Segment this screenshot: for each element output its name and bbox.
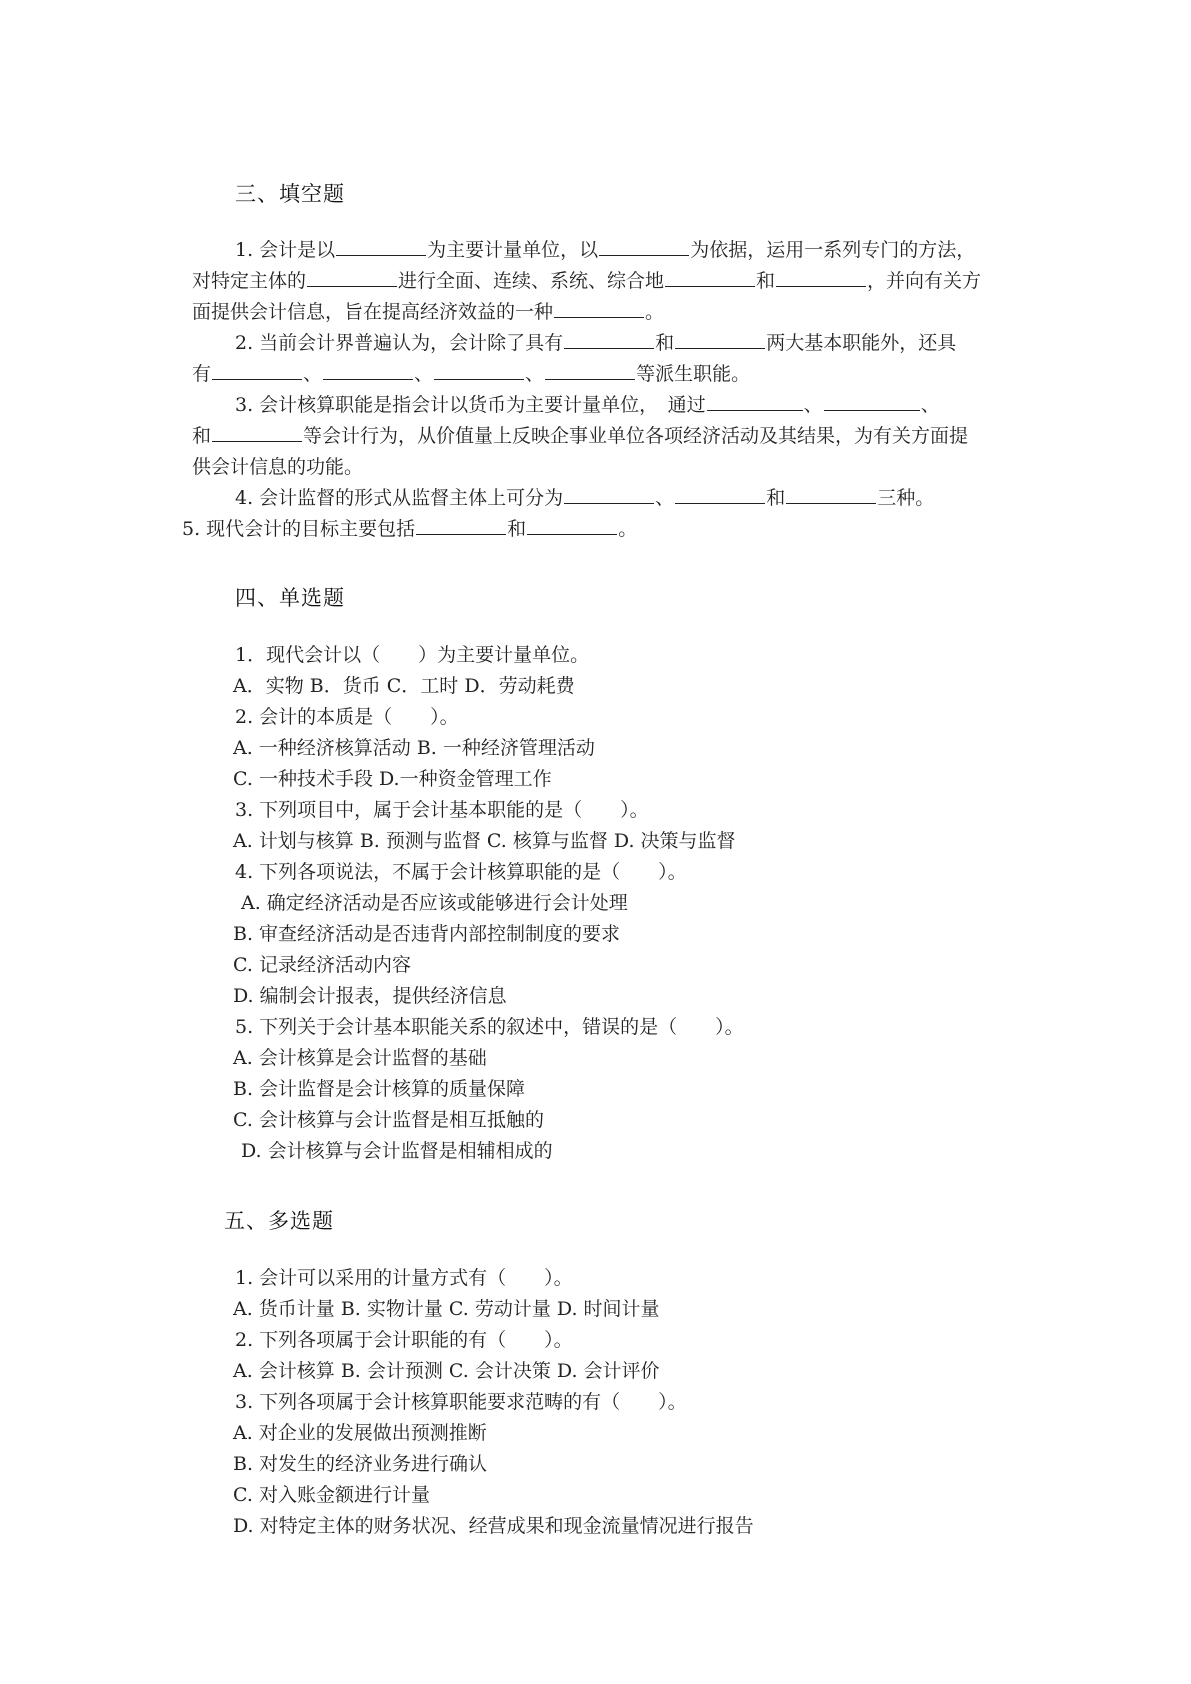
single-q5-option-d: D. 会计核算与会计监督是相辅相成的 xyxy=(241,1140,553,1162)
fill-q2-line1 xyxy=(235,330,956,356)
answer-blank[interactable] xyxy=(786,485,876,504)
text: 等会计行为，从价值量上反映企事业单位各项经济活动及其结果，为有关方面提 xyxy=(303,425,969,447)
answer-blank[interactable] xyxy=(434,361,524,380)
fill-q5 xyxy=(182,516,637,542)
text: 、 xyxy=(803,394,823,416)
text: 、 xyxy=(303,363,323,385)
text: 有 xyxy=(192,363,212,385)
text: 和 xyxy=(507,518,527,540)
answer-blank[interactable] xyxy=(776,268,866,287)
text: 。 xyxy=(618,518,638,540)
single-q1-options: A．实物 B．货币 C．工时 D．劳动耗费 xyxy=(233,675,575,697)
multi-q1-options: A. 货币计量 B. 实物计量 C. 劳动计量 D. 时间计量 xyxy=(233,1298,660,1320)
multi-q3-option-c: C. 对入账金额进行计量 xyxy=(233,1484,430,1506)
text: 5. 现代会计的目标主要包括 xyxy=(182,518,416,540)
multi-q3-option-d: D. 对特定主体的财务状况、经营成果和现金流量情况进行报告 xyxy=(233,1515,754,1537)
fill-q4 xyxy=(235,485,934,511)
section-title-fill: 三、填空题 xyxy=(235,182,345,206)
fill-q3-line1 xyxy=(235,392,940,418)
single-q1: 1．现代会计以（ ）为主要计量单位。 xyxy=(235,644,590,666)
single-q4-option-d: D. 编制会计报表，提供经济信息 xyxy=(233,985,507,1007)
answer-blank[interactable] xyxy=(564,485,654,504)
text: 、 xyxy=(920,394,940,416)
text: 、 xyxy=(414,363,434,385)
answer-blank[interactable] xyxy=(307,268,397,287)
single-q5: 5. 下列关于会计基本职能关系的叙述中，错误的是（ ）。 xyxy=(235,1016,744,1038)
text: 2. 当前会计界普遍认为，会计除了具有 xyxy=(235,332,564,354)
single-q5-option-c: C. 会计核算与会计监督是相互抵触的 xyxy=(233,1109,544,1131)
section-title-multi: 五、多选题 xyxy=(224,1209,334,1233)
fill-q1-line2 xyxy=(192,268,981,294)
answer-blank[interactable] xyxy=(675,330,765,349)
answer-blank[interactable] xyxy=(416,516,506,535)
text: 和 xyxy=(756,270,776,292)
multi-q3-option-b: B. 对发生的经济业务进行确认 xyxy=(233,1453,488,1475)
text: 和 xyxy=(766,487,786,509)
text: 4. 会计监督的形式从监督主体上可分为 xyxy=(235,487,564,509)
answer-blank[interactable] xyxy=(336,237,426,256)
text: 等派生职能。 xyxy=(636,363,751,385)
text: 、 xyxy=(525,363,545,385)
text: 和 xyxy=(192,425,212,447)
fill-q1-line1 xyxy=(235,237,975,263)
text: 1. 会计是以 xyxy=(235,239,336,261)
text: ，并向有关方 xyxy=(867,270,982,292)
text: 、 xyxy=(655,487,675,509)
text: 为依据，运用一系列专门的方法， xyxy=(690,239,976,261)
single-q4: 4. 下列各项说法，不属于会计核算职能的是（ ）。 xyxy=(235,861,687,883)
multi-q2: 2. 下列各项属于会计职能的有（ ）。 xyxy=(235,1329,573,1351)
text: 为主要计量单位，以 xyxy=(427,239,599,261)
single-q4-option-b: B. 审查经济活动是否违背内部控制制度的要求 xyxy=(233,923,621,945)
single-q4-option-c: C. 记录经济活动内容 xyxy=(233,954,411,976)
text: 两大基本职能外，还具 xyxy=(766,332,957,354)
single-q5-option-a: A. 会计核算是会计监督的基础 xyxy=(233,1047,487,1069)
single-q3: 3. 下列项目中，属于会计基本职能的是（ ）。 xyxy=(235,799,649,821)
multi-q3: 3. 下列各项属于会计核算职能要求范畴的有（ ）。 xyxy=(235,1391,687,1413)
answer-blank[interactable] xyxy=(599,237,689,256)
text: 进行全面、连续、系统、综合地 xyxy=(398,270,665,292)
text: 3. 会计核算职能是指会计以货币为主要计量单位， 通过 xyxy=(235,394,706,416)
answer-blank[interactable] xyxy=(707,392,803,411)
fill-q3-line2 xyxy=(192,423,968,449)
fill-q1-line3 xyxy=(192,299,664,325)
answer-blank[interactable] xyxy=(212,423,302,442)
fill-q2-line2 xyxy=(192,361,750,387)
multi-q2-options: A. 会计核算 B. 会计预测 C. 会计决策 D. 会计评价 xyxy=(233,1360,660,1382)
answer-blank[interactable] xyxy=(545,361,635,380)
single-q4-option-a: A. 确定经济活动是否应该或能够进行会计处理 xyxy=(241,892,628,914)
text: 和 xyxy=(655,332,675,354)
single-q3-options: A. 计划与核算 B. 预测与监督 C. 核算与监督 D. 决策与监督 xyxy=(233,830,736,852)
answer-blank[interactable] xyxy=(665,268,755,287)
answer-blank[interactable] xyxy=(212,361,302,380)
answer-blank[interactable] xyxy=(675,485,765,504)
single-q2: 2. 会计的本质是（ ）。 xyxy=(235,706,459,728)
answer-blank[interactable] xyxy=(564,330,654,349)
multi-q3-option-a: A. 对企业的发展做出预测推断 xyxy=(233,1422,487,1444)
single-q2-options-ab: A. 一种经济核算活动 B. 一种经济管理活动 xyxy=(233,737,595,759)
text: 对特定主体的 xyxy=(192,270,307,292)
single-q2-options-cd: C. 一种技术手段 D.一种资金管理工作 xyxy=(233,768,552,790)
answer-blank[interactable] xyxy=(554,299,644,318)
text: 面提供会计信息，旨在提高经济效益的一种 xyxy=(192,301,554,323)
answer-blank[interactable] xyxy=(323,361,413,380)
text: 三种。 xyxy=(877,487,935,509)
fill-q3-line3: 供会计信息的功能。 xyxy=(192,456,364,478)
section-title-single: 四、单选题 xyxy=(235,586,345,610)
multi-q1: 1. 会计可以采用的计量方式有（ ）。 xyxy=(235,1267,573,1289)
single-q5-option-b: B. 会计监督是会计核算的质量保障 xyxy=(233,1078,526,1100)
answer-blank[interactable] xyxy=(527,516,617,535)
answer-blank[interactable] xyxy=(824,392,920,411)
text: 。 xyxy=(645,301,665,323)
